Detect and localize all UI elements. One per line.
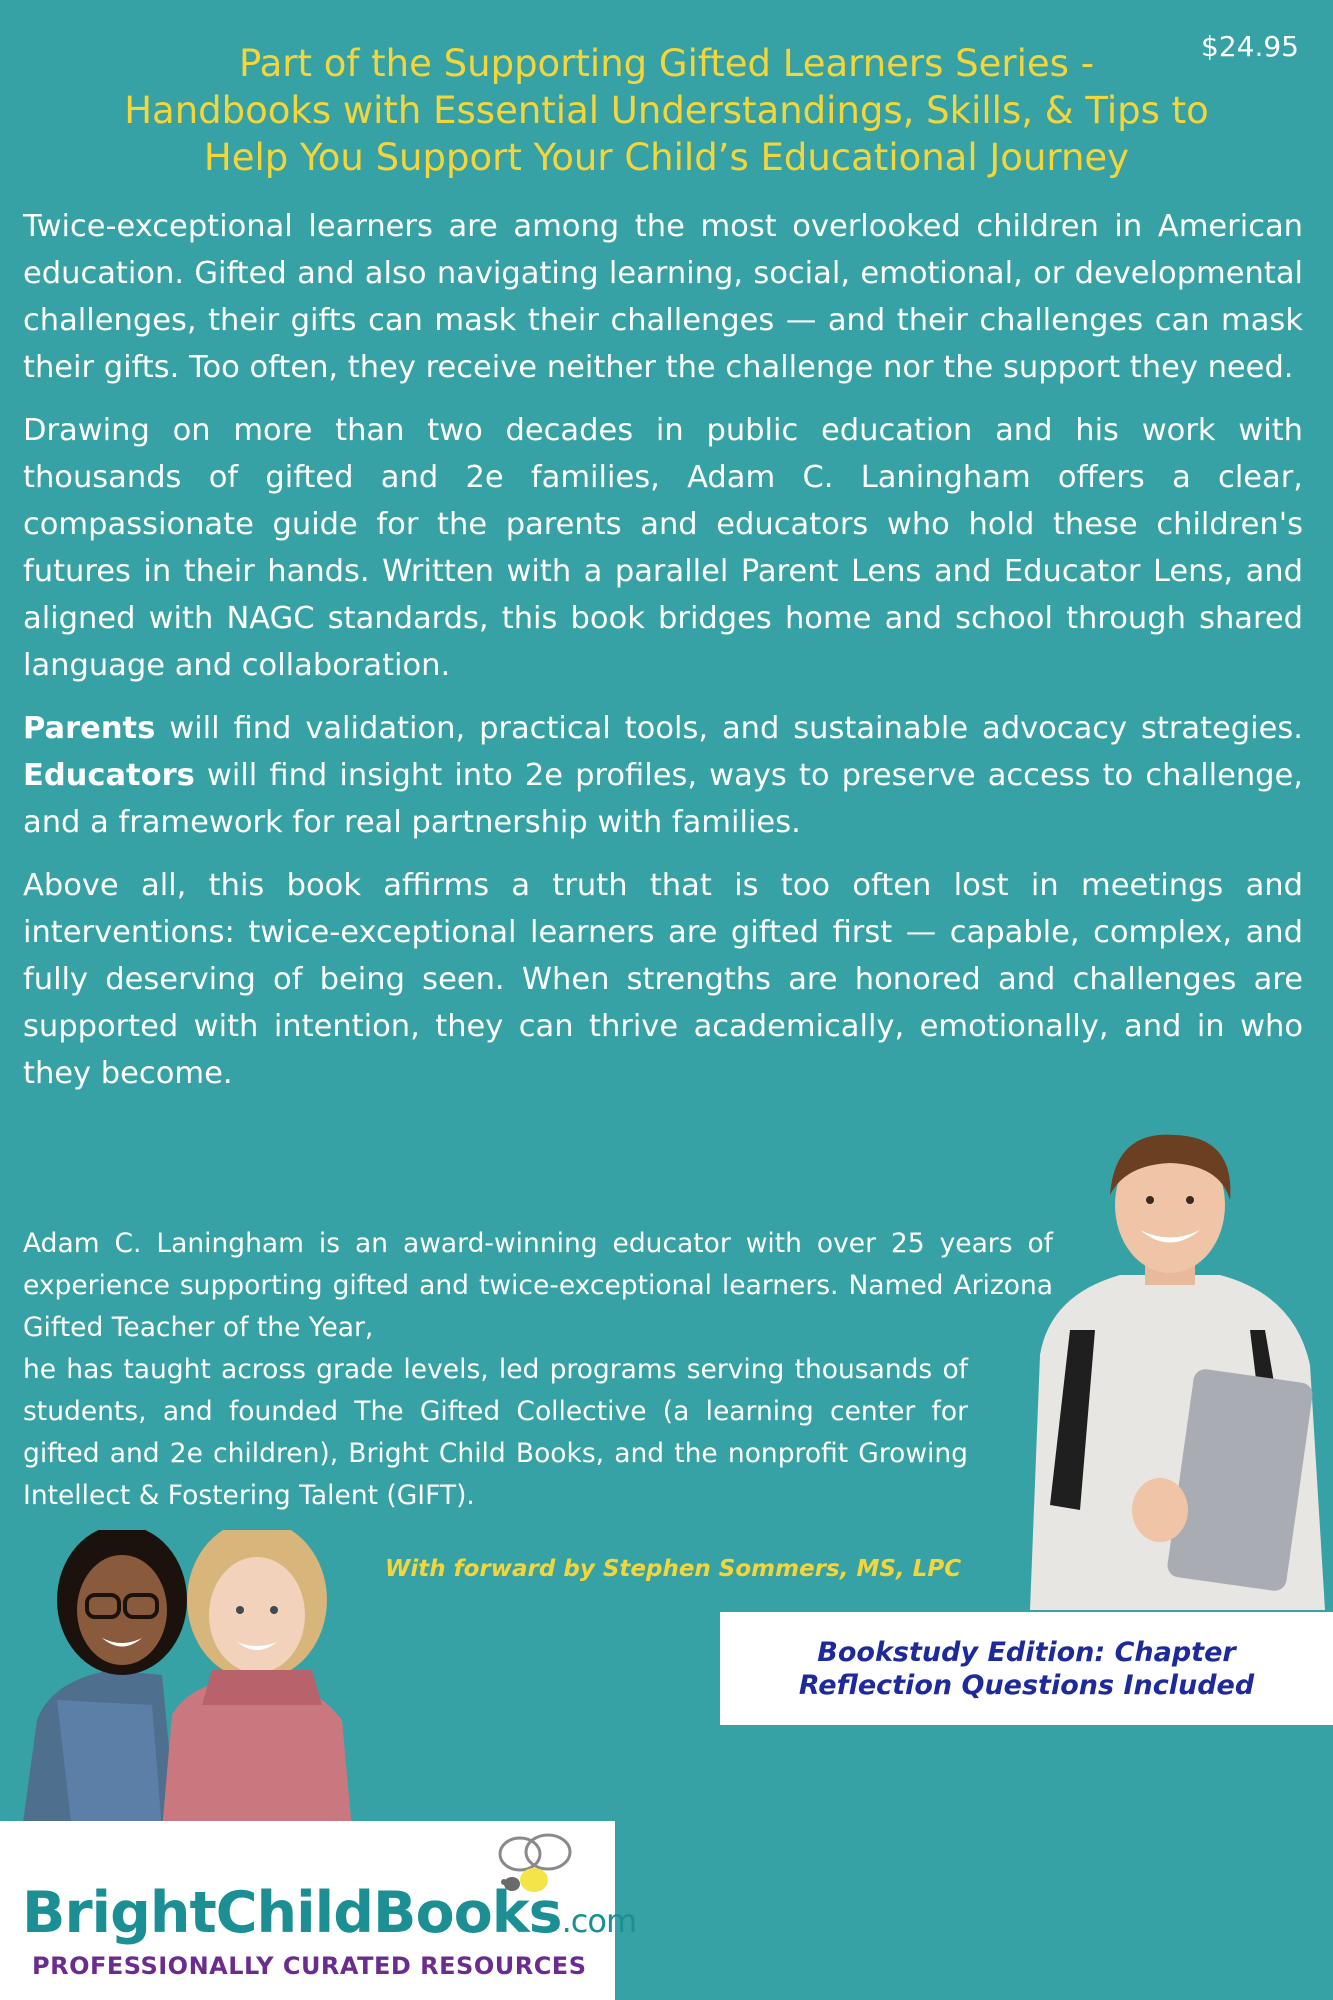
educators-text: will find insight into 2e profiles, ways to preserve access to challenge, and a framework for real partnership with families.	[23, 758, 1303, 840]
parents-text: will find validation, practical tools, and sustainable advocacy strategies.	[155, 711, 1303, 746]
publisher-logo-name: BrightChildBooks	[22, 1880, 562, 1946]
children-photo	[12, 1530, 427, 1830]
author-bio-part-1: Adam C. Laningham is an award-winning educator with over 25 years of experience supporting gifted and twice-exceptional learners. Named Arizona Gifted Teacher of the Year,	[23, 1228, 1053, 1343]
parents-label: Parents	[23, 711, 156, 746]
publisher-tagline: PROFESSIONALLY CURATED RESOURCES	[32, 1952, 587, 1980]
edition-line-1: Bookstudy Edition: Chapter	[817, 1636, 1236, 1668]
educators-label: Educators	[23, 758, 195, 793]
price-label: $24.95	[1201, 30, 1299, 63]
series-title-line-1: Part of the Supporting Gifted Learners Series -	[238, 42, 1095, 85]
description-paragraph-1: Twice-exceptional learners are among the most overlooked children in American education. Gifted and also navigating learning, social, emotional, or developmental challenges, their gifts can mask their challenges — and their challenges can mask their gifts. Too often, they receive neither the challenge nor the support they need.	[23, 209, 1303, 385]
description-paragraph-3	[23, 705, 1303, 846]
edition-box	[720, 1612, 1333, 1725]
series-title-line-2: Handbooks with Essential Understandings, Skills, & Tips to	[124, 89, 1209, 132]
series-title-line-3: Help You Support Your Child’s Educational Journey	[203, 136, 1130, 179]
student-photo	[1010, 1125, 1333, 1610]
author-bio-part-2: he has taught across grade levels, led programs serving thousands of students, and founded The Gifted Collective (a learning center for gifted and 2e children), Bright Child Books, and the nonprofit Growing Intellect & Fostering Talent (GIFT).	[23, 1354, 968, 1511]
publisher-logo	[22, 1880, 636, 1946]
foreword-credit: With forward by Stephen Sommers, MS, LPC	[385, 1556, 962, 1582]
description	[23, 203, 1303, 1113]
series-title	[30, 40, 1303, 181]
publisher-logo-domain: .com	[561, 1902, 637, 1940]
description-paragraph-4: Above all, this book affirms a truth that is too often lost in meetings and interventions: twice-exceptional learners are gifted first — capable, complex, and fully deserving of being seen. When strengths are honored and challenges are supported with intention, they can thrive academically, emotionally, and in who they become.	[23, 868, 1303, 1091]
author-bio	[23, 1223, 1053, 1517]
edition-line-2: Reflection Questions Included	[798, 1669, 1255, 1701]
description-paragraph-2: Drawing on more than two decades in public education and his work with thousands of gifted and 2e families, Adam C. Laningham offers a clear, compassionate guide for the parents and educators who hold these children's futures in their hands. Written with a parallel Parent Lens and Educator Lens, and aligned with NAGC standards, this book bridges home and school through shared language and collaboration.	[23, 413, 1303, 683]
